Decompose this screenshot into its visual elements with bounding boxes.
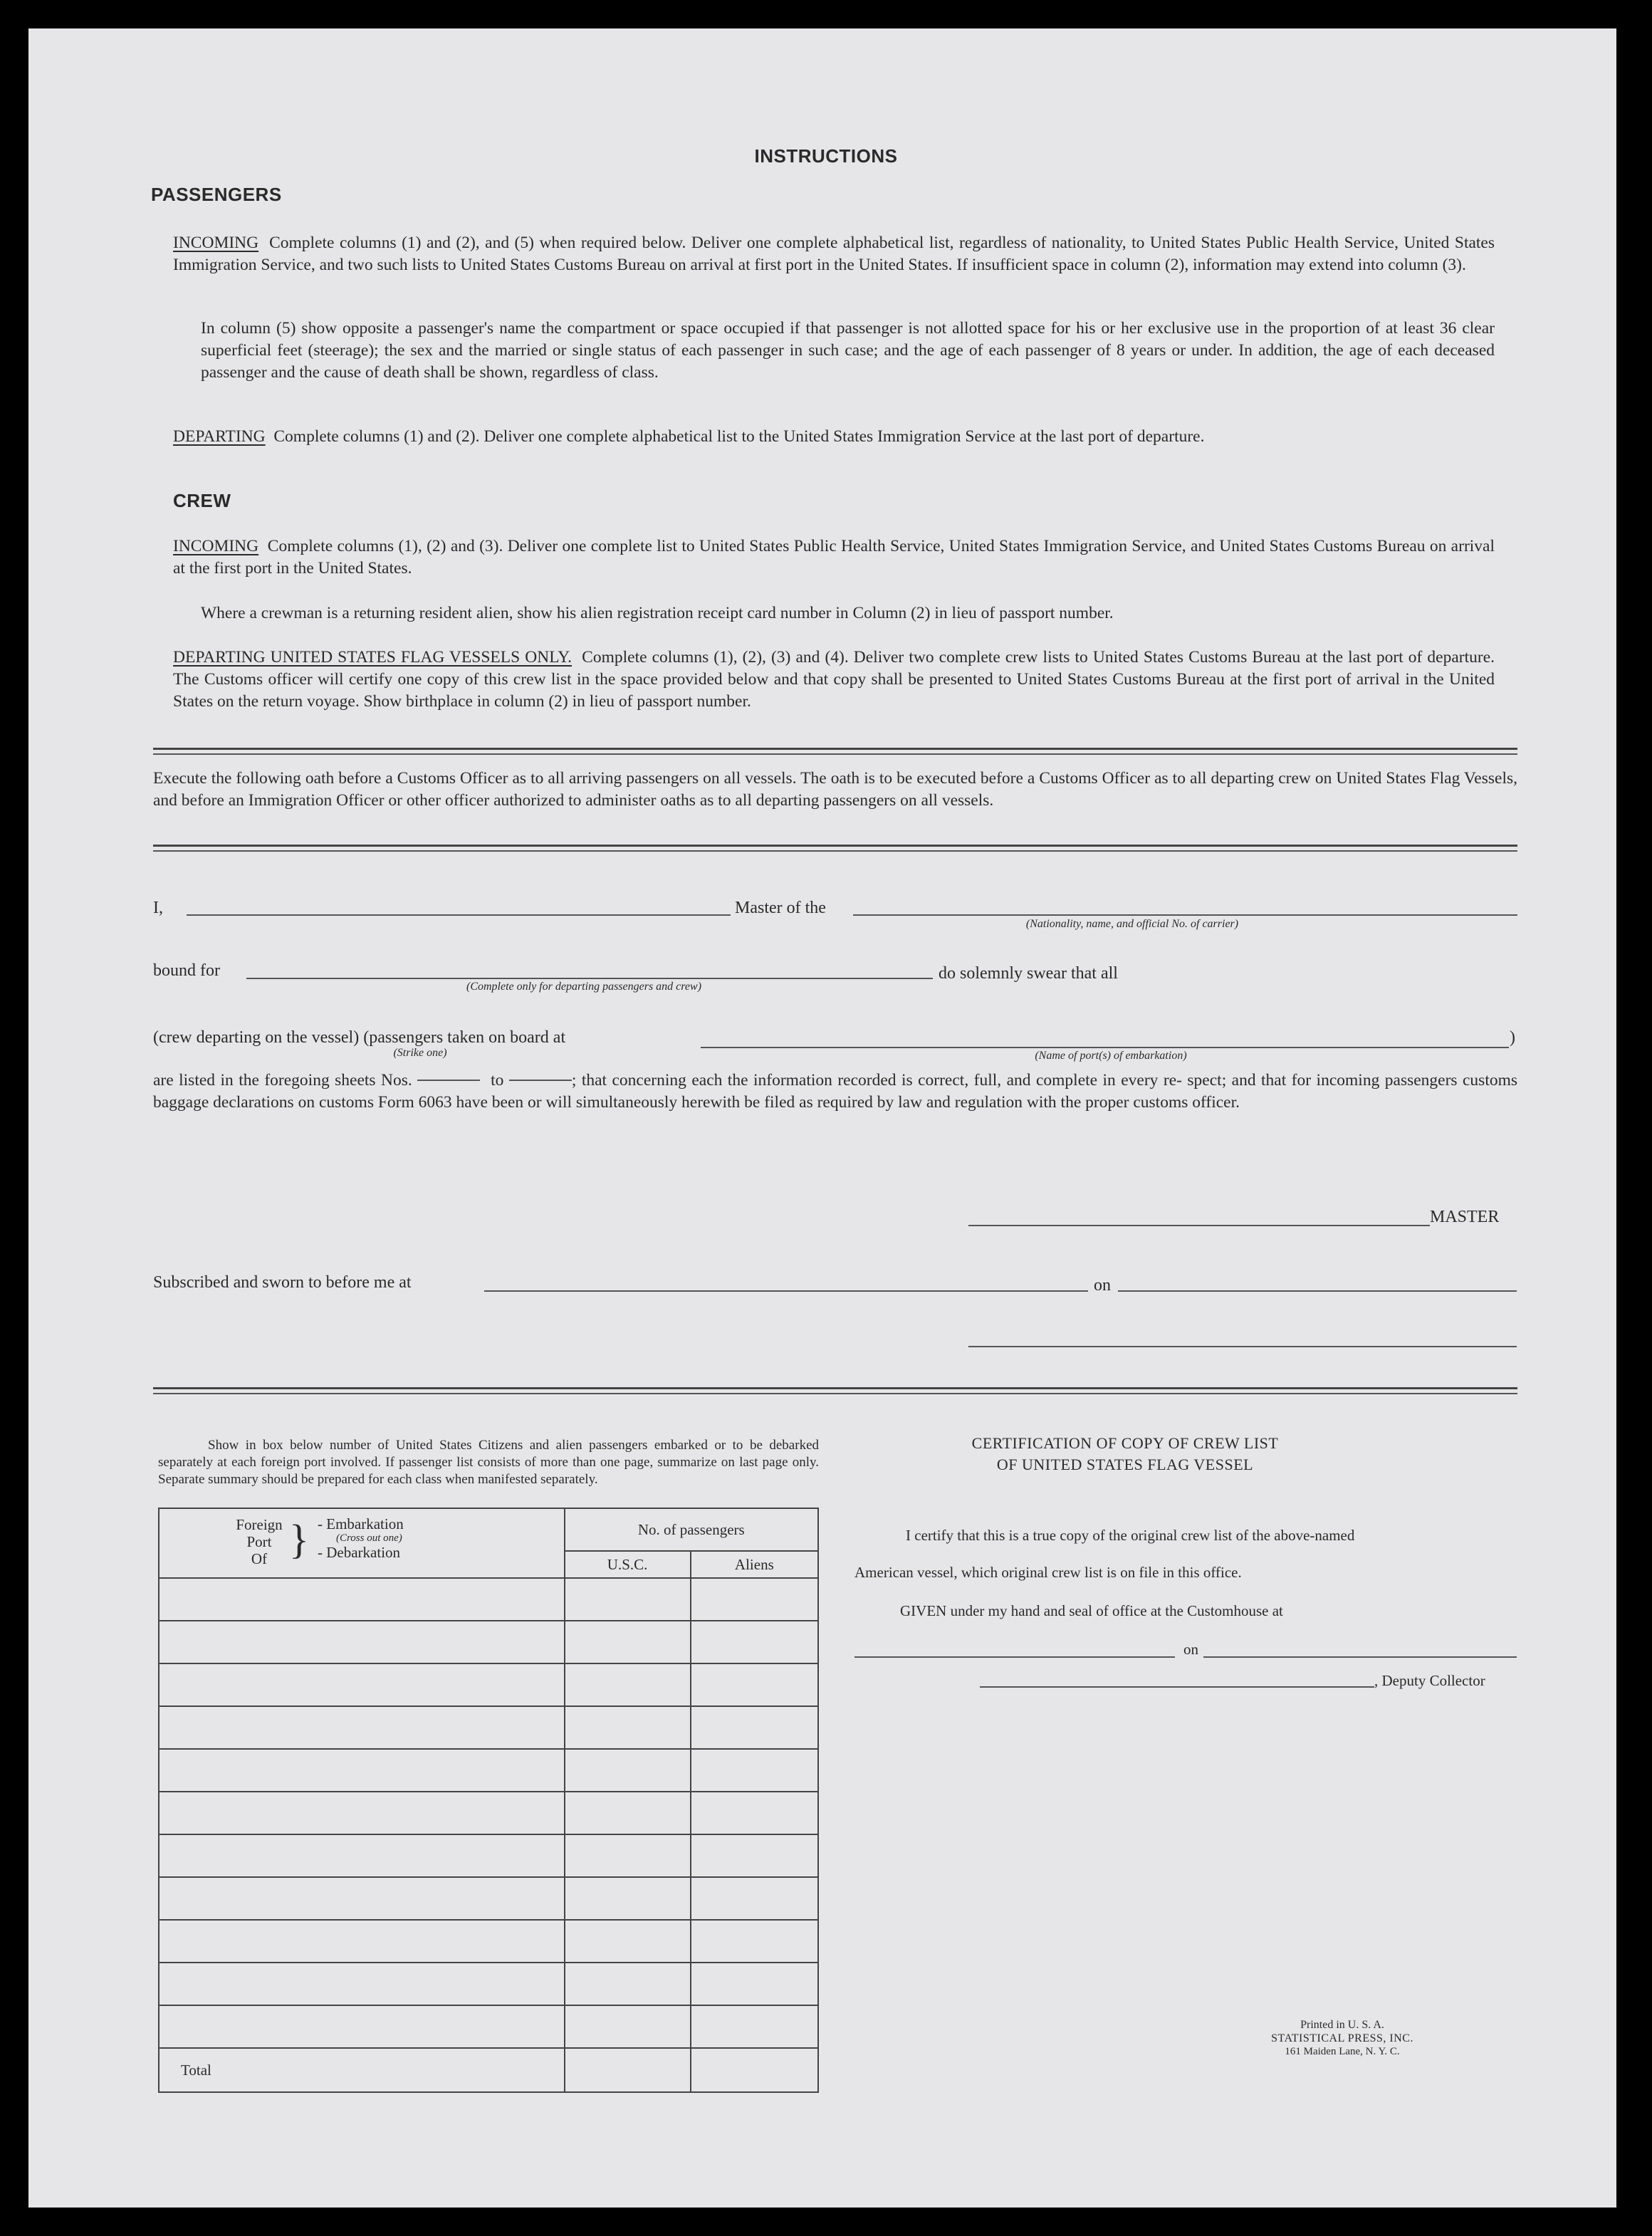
table-row xyxy=(159,1963,818,2005)
cross-out-caption: (Cross out one) xyxy=(336,1532,402,1544)
aliens-cell[interactable] xyxy=(691,1621,818,1663)
usc-cell[interactable] xyxy=(565,1621,691,1663)
table-row xyxy=(159,1663,818,1706)
imprint-line-3: 161 Maiden Lane, N. Y. C. xyxy=(1285,2046,1400,2057)
table-row xyxy=(159,1920,818,1963)
certification-on-label: on xyxy=(1183,1641,1198,1658)
summary-instructions: Show in box below number of United States Citizens and alien passengers embarked or to be debarked separately at each foreign port involved. If passenger list consists of more than one page, summarize on last page only. Separate summary should be prepared for each class when manifested separately. xyxy=(158,1438,819,1487)
table-row xyxy=(159,2005,818,2048)
port-cell[interactable] xyxy=(159,1621,565,1663)
usc-cell[interactable] xyxy=(565,1877,691,1920)
instructions-title: INSTRUCTIONS xyxy=(754,145,898,167)
master-signature-field[interactable] xyxy=(968,1225,1430,1226)
given-line: GIVEN under my hand and seal of office at the Customhouse at xyxy=(900,1602,1283,1619)
table-row xyxy=(159,1792,818,1834)
embarkation-caption: (Name of port(s) of embarkation) xyxy=(1035,1050,1187,1062)
certification-title-2: OF UNITED STATES FLAG VESSEL xyxy=(996,1456,1254,1473)
subscribed-label: Subscribed and sworn to before me at xyxy=(153,1273,412,1292)
passengers-incoming-label: INCOMING xyxy=(173,234,259,252)
port-cell[interactable] xyxy=(159,1834,565,1877)
listed-text-b: ; that concerning each the information recorded is correct, full, and complete in every re- xyxy=(571,1071,1182,1090)
crew-departing-paragraph xyxy=(173,647,1495,713)
customhouse-field[interactable] xyxy=(854,1656,1175,1658)
subscribed-place-field[interactable] xyxy=(484,1290,1088,1292)
aliens-cell[interactable] xyxy=(691,1706,818,1749)
passengers-departing-text: Complete columns (1) and (2). Deliver one complete alphabetical list to the United States Immigration Service at the last port of departure. xyxy=(273,427,1205,446)
embarkation-label: - Embarkation xyxy=(318,1515,404,1532)
imprint-line-1: Printed in U. S. A. xyxy=(1300,2019,1384,2031)
aliens-cell[interactable] xyxy=(691,1792,818,1834)
aliens-cell[interactable] xyxy=(691,1663,818,1706)
subscribed-date-field[interactable] xyxy=(1118,1290,1517,1292)
master-name-field[interactable] xyxy=(187,914,731,916)
listed-paragraph xyxy=(153,1070,1517,1114)
certification-title-1: CERTIFICATION OF COPY OF CREW LIST xyxy=(971,1434,1279,1452)
usc-cell[interactable] xyxy=(565,1749,691,1792)
crew-departing-strike: (crew departing on the vessel) (passengers taken on board at xyxy=(153,1028,566,1047)
passengers-departing-label: DEPARTING xyxy=(173,427,266,446)
divider-oath xyxy=(153,845,1517,847)
of-label: Of xyxy=(251,1550,268,1567)
port-cell[interactable] xyxy=(159,2005,565,2048)
port-cell[interactable] xyxy=(159,1663,565,1706)
crew-incoming-text: Complete columns (1), (2) and (3). Deliver one complete list to United States Public Health Service, United States Immigration Service, and United States Customs Bureau on arrival at the first port in the United States. xyxy=(173,537,1495,578)
listed-text-a: are listed in the foregoing sheets Nos. xyxy=(153,1071,412,1090)
bound-for-label: bound for xyxy=(153,961,220,980)
aliens-cell[interactable] xyxy=(691,2005,818,2048)
passengers-departing-paragraph xyxy=(173,426,1495,448)
usc-cell[interactable] xyxy=(565,2005,691,2048)
table-row xyxy=(159,1834,818,1877)
debarkation-label: - Debarkation xyxy=(318,1544,401,1561)
port-cell[interactable] xyxy=(159,1578,565,1621)
imprint-line-2: STATISTICAL PRESS, INC. xyxy=(1271,2032,1413,2044)
carrier-field[interactable] xyxy=(853,914,1517,916)
usc-cell[interactable] xyxy=(565,1963,691,2005)
foreign-label: Foreign xyxy=(236,1516,283,1533)
table-row xyxy=(159,1749,818,1792)
officer-signature-field[interactable] xyxy=(968,1346,1517,1347)
port-cell[interactable] xyxy=(159,1920,565,1963)
total-usc-cell[interactable] xyxy=(565,2048,691,2092)
port-cell[interactable] xyxy=(159,1749,565,1792)
divider-bottom-2 xyxy=(153,1393,1517,1394)
divider-oath-2 xyxy=(153,850,1517,852)
close-paren: ) xyxy=(1510,1028,1515,1047)
port-cell[interactable] xyxy=(159,1706,565,1749)
total-label: Total xyxy=(159,2048,565,2092)
usc-cell[interactable] xyxy=(565,1792,691,1834)
brace: } xyxy=(289,1516,309,1562)
deputy-signature-field[interactable] xyxy=(980,1686,1374,1688)
subscribed-on-label: on xyxy=(1094,1276,1111,1295)
usc-cell[interactable] xyxy=(565,1706,691,1749)
crew-departing-label: DEPARTING UNITED STATES FLAG VESSELS ONLY. xyxy=(173,648,573,667)
passengers-heading: PASSENGERS xyxy=(151,184,282,205)
usc-header: U.S.C. xyxy=(565,1551,691,1578)
port-cell[interactable] xyxy=(159,1792,565,1834)
divider-top xyxy=(153,748,1517,750)
crew-incoming-label: INCOMING xyxy=(173,537,259,555)
oath-intro: Execute the following oath before a Customs Officer as to all arriving passengers on all vessels. The oath is to be executed before a Customs Officer as to all departing crew on United States Flag Vessels, and before an Immigration Officer or other officer authorized to administer oaths as to all departing passengers on all vessels. xyxy=(153,769,1517,810)
bound-for-caption: (Complete only for departing passengers and crew) xyxy=(466,981,702,993)
oath-i-label: I, xyxy=(153,899,163,917)
certify-line-2: American vessel, which original crew list is on file in this office. xyxy=(854,1564,1242,1581)
table-row xyxy=(159,1578,818,1621)
sheet-from-field[interactable] xyxy=(417,1080,480,1081)
divider-top-2 xyxy=(153,753,1517,755)
divider-bottom xyxy=(153,1387,1517,1389)
total-aliens-cell[interactable] xyxy=(691,2048,818,2092)
certify-line-1: I certify that this is a true copy of the original crew list of the above-named xyxy=(906,1527,1355,1544)
aliens-cell[interactable] xyxy=(691,1877,818,1920)
embarkation-port-field[interactable] xyxy=(701,1047,1509,1048)
usc-cell[interactable] xyxy=(565,1920,691,1963)
solemnly-swear-label: do solemnly swear that all xyxy=(939,964,1118,983)
aliens-cell[interactable] xyxy=(691,1834,818,1877)
master-label: MASTER xyxy=(1430,1208,1500,1226)
aliens-header: Aliens xyxy=(691,1551,818,1578)
summary-table xyxy=(158,1508,819,2093)
passengers-column5-paragraph: In column (5) show opposite a passenger's name the compartment or space occupied if that passenger is not allotted space for his or her exclusive use in the proportion of at least 36 clear superficial feet (steerage); the sex and the married or single status of each passenger in such case; and the age of each passenger of 8 years or under. In addition, the age of each deceased passenger and the cause of death shall be shown, regardless of class. xyxy=(201,319,1495,382)
port-header-cell xyxy=(159,1508,565,1578)
bound-for-field[interactable] xyxy=(246,978,933,979)
master-of-the-label: Master of the xyxy=(735,899,826,917)
usc-cell[interactable] xyxy=(565,1834,691,1877)
passengers-incoming-text: Complete columns (1) and (2), and (5) when required below. Deliver one complete alphabetical list, regardless of nationality, to United States Public Health Service, United States Immigration Service, and two such lists to United States Customs Bureau on arrival at first port in the United States. If insufficient space in column (2), information may extend into column (3). xyxy=(173,234,1495,274)
table-row xyxy=(159,1877,818,1920)
sheet-to-field[interactable] xyxy=(509,1080,572,1081)
table-row xyxy=(159,1621,818,1663)
port-label: Port xyxy=(246,1533,272,1550)
crew-departing-text: Complete columns (1), (2), (3) and (4). Deliver two complete crew lists to United States Customs Bureau at the last port of departure. The Customs officer will certify one copy of this crew list in the space provided below and that copy shall be presented to United States Customs Bureau at the first port of arrival in the United States on the return voyage. Show birthplace in column (2) in lieu of passport number. xyxy=(173,648,1495,711)
port-cell[interactable] xyxy=(159,1963,565,2005)
passengers-incoming-paragraph xyxy=(173,232,1495,276)
aliens-cell[interactable] xyxy=(691,1920,818,1963)
total-row xyxy=(159,2048,818,2092)
usc-cell[interactable] xyxy=(565,1663,691,1706)
aliens-cell[interactable] xyxy=(691,1749,818,1792)
port-cell[interactable] xyxy=(159,1877,565,1920)
strike-one-caption: (Strike one) xyxy=(393,1047,447,1059)
no-of-passengers-header: No. of passengers xyxy=(565,1508,818,1551)
listed-text-c: spect; and that for incoming passengers customs baggage declarations on customs Form 6063 have been or will simultaneously herewith be filed as required by law and regulation with the proper customs officer. xyxy=(153,1071,1518,1112)
crew-resident-paragraph: Where a crewman is a returning resident alien, show his alien registration receipt card number in Column (2) in lieu of passport number. xyxy=(201,604,1114,622)
crew-incoming-paragraph xyxy=(173,536,1495,580)
usc-cell[interactable] xyxy=(565,1578,691,1621)
listed-to: to xyxy=(491,1071,504,1090)
aliens-cell[interactable] xyxy=(691,1578,818,1621)
table-row xyxy=(159,1706,818,1749)
crew-heading: CREW xyxy=(173,490,231,511)
deputy-collector-label: , Deputy Collector xyxy=(1374,1672,1485,1689)
form-page xyxy=(28,28,1616,2208)
printer-imprint xyxy=(1225,2018,1460,2059)
certification-date-field[interactable] xyxy=(1203,1656,1517,1658)
carrier-caption: (Nationality, name, and official No. of carrier) xyxy=(1025,918,1239,930)
aliens-cell[interactable] xyxy=(691,1963,818,2005)
